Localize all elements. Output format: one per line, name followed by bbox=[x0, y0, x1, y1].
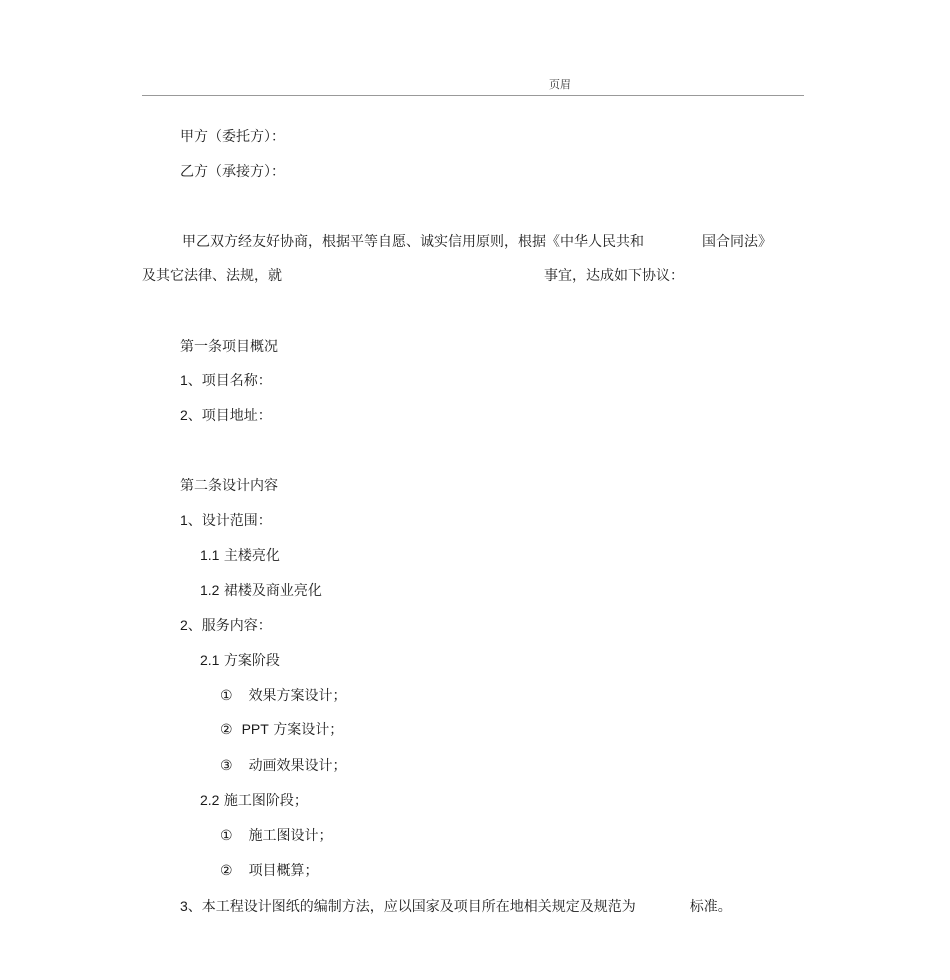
phase-2-1-item-1: ① 效果方案设计； bbox=[220, 688, 347, 704]
phase-2-2-item-2: ② 项目概算； bbox=[220, 863, 319, 879]
page-header: 页眉 bbox=[549, 78, 571, 91]
phase-2-1: 2.1 方案阶段 bbox=[200, 652, 280, 669]
design-scope: 1、设计范围： bbox=[180, 512, 272, 529]
intro-line-1 bbox=[182, 233, 772, 251]
scope-item-1-1: 1.1 主楼亮化 bbox=[200, 547, 280, 564]
clause-3: 3、本工程设计图纸的编制方法，应以国家及项目所在地相关规定及规范为 标准。 bbox=[180, 898, 732, 915]
phase-2-1-item-3: ③ 动画效果设计； bbox=[220, 758, 347, 774]
party-b-label: 乙方（承接方）： bbox=[180, 164, 285, 180]
article-1-title: 第一条项目概况 bbox=[180, 339, 278, 355]
intro-line-2 bbox=[142, 267, 684, 285]
intro-text-1b: 国合同法》 bbox=[702, 234, 772, 250]
intro-text-2a: 及其它法律、法规，就 bbox=[142, 268, 282, 284]
phase-2-1-item-2: ② PPT 方案设计； bbox=[220, 721, 344, 738]
intro-text-2b: 事宜，达成如下协议： bbox=[544, 268, 684, 284]
intro-text-1a: 甲乙双方经友好协商，根据平等自愿、诚实信用原则，根据《中华人民共和 bbox=[182, 234, 644, 250]
party-a-label: 甲方（委托方）： bbox=[180, 129, 285, 145]
article-2-title: 第二条设计内容 bbox=[180, 478, 278, 494]
article-1-item-2: 2、项目地址： bbox=[180, 407, 272, 424]
phase-2-2-item-1: ① 施工图设计； bbox=[220, 828, 333, 844]
phase-2-2: 2.2 施工图阶段； bbox=[200, 792, 308, 809]
article-1-item-1: 1、项目名称： bbox=[180, 372, 272, 389]
scope-item-1-2: 1.2 裙楼及商业亮化 bbox=[200, 582, 322, 599]
service-content: 2、服务内容： bbox=[180, 617, 272, 634]
header-divider bbox=[142, 95, 804, 96]
